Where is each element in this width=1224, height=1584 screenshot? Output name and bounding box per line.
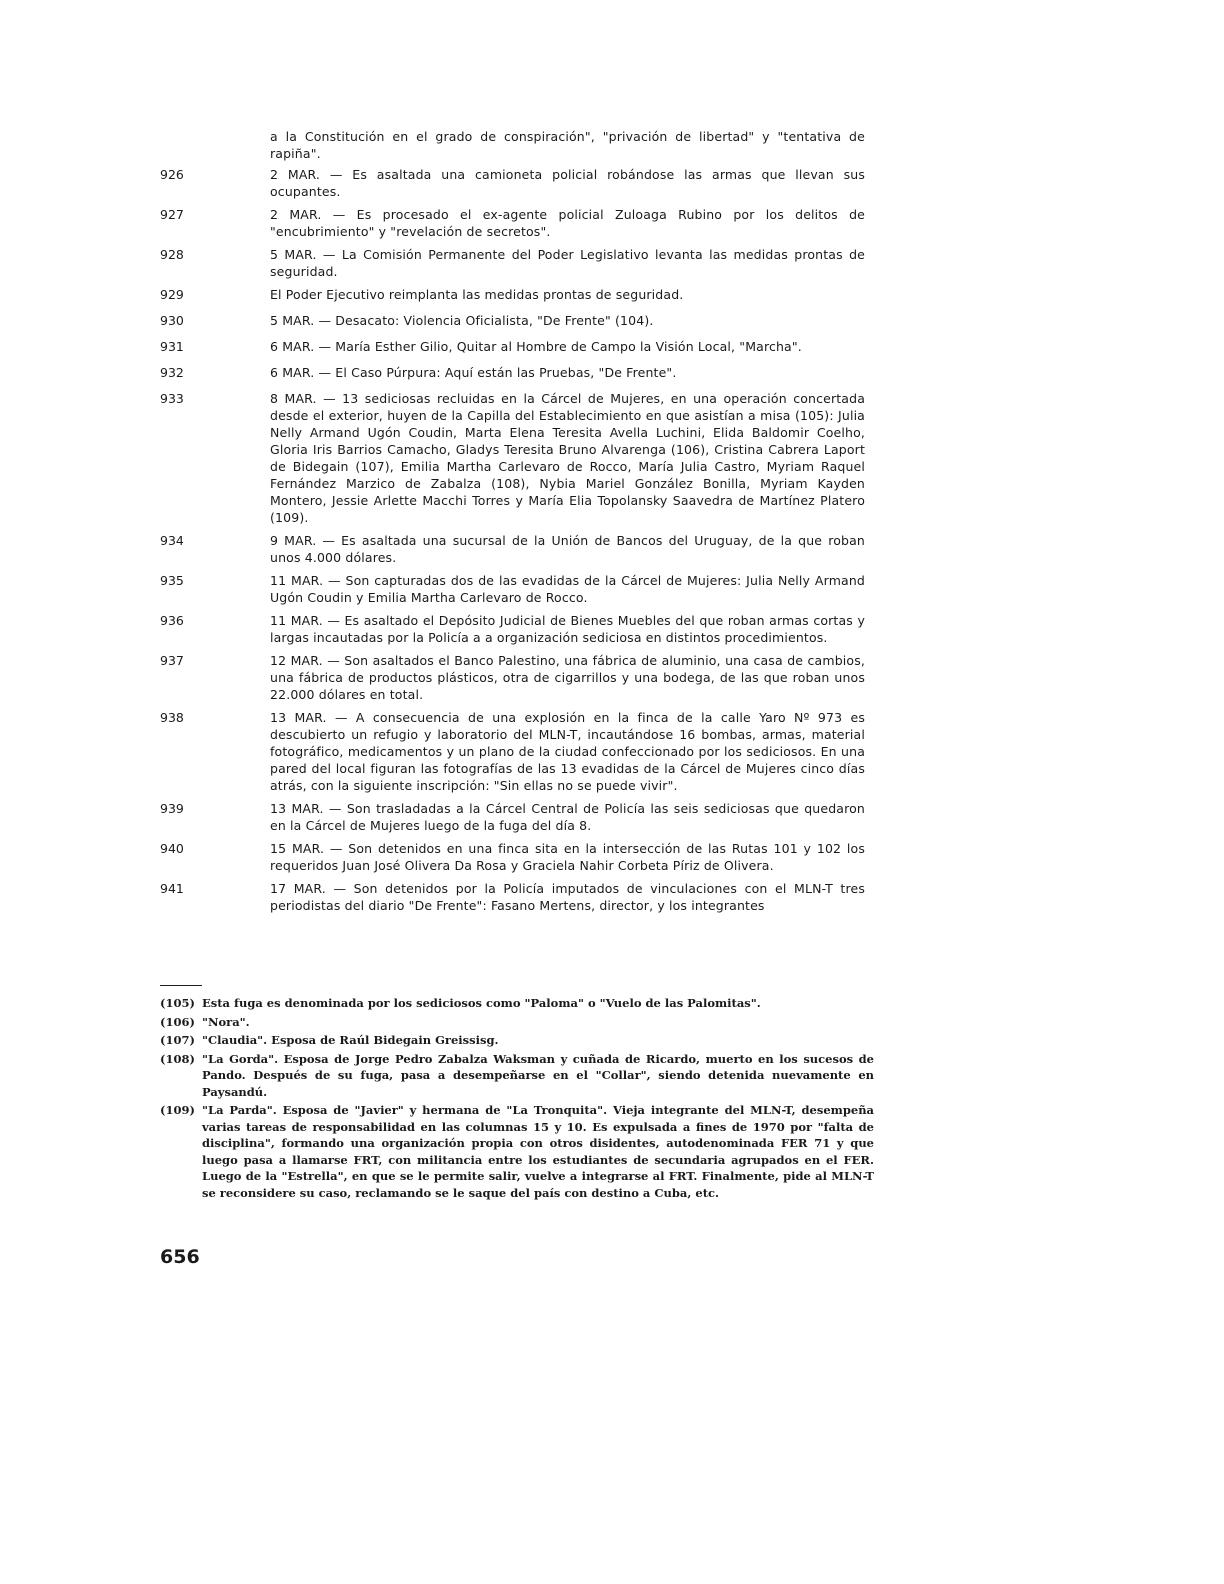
entry-number: 927 [160,207,184,222]
chronology-entry [0,652,1224,703]
chronology-entry [0,286,1224,306]
entry-number: 936 [160,613,184,628]
chronology-entry [0,880,1224,914]
entry-text: 5 MAR. — Desacato: Violencia Oficialista, "De Frente" (104). [270,313,654,328]
entry-text: 15 MAR. — Son detenidos en una finca sita en la intersección de las Rutas 101 y 102 los requeridos Juan José Olivera Da Rosa y Graciela Nahir Corbeta Píriz de Olivera. [270,841,865,873]
entry-text: 9 MAR. — Es asaltada una sucursal de la Unión de Bancos del Uruguay, de la que roban unos 4.000 dólares. [270,533,865,565]
footnote-text: "Nora". [202,1014,250,1029]
entry-number: 933 [160,391,184,406]
footnote [160,1032,874,1049]
entry-text: 12 MAR. — Son asaltados el Banco Palestino, una fábrica de aluminio, una casa de cambios, una fábrica de productos plásticos, otra de cigarrillos y una bodega, de las que roban unos 22.000 dólares en total. [270,653,865,702]
entry-text: 5 MAR. — La Comisión Permanente del Poder Legislativo levanta las medidas prontas de seguridad. [270,247,865,279]
chronology-entry [0,338,1224,358]
entry-number: 941 [160,881,184,896]
footnote-number: (108) [160,1051,195,1066]
entry-text: 13 MAR. — A consecuencia de una explosión en la finca de la calle Yaro Nº 973 es descubierto un refugio y laboratorio del MLN-T, incautándose 16 bombas, armas, material fotográfico, medicamentos y un plano de la ciudad confeccionado por los sediciosos. En una pared del local figuran las fotografías de las 13 evadidas de la Cárcel de Mujeres cinco días atrás, con la siguiente inscripción: "Sin ellas no se puede vivir". [270,710,865,793]
entry-text: a la Constitución en el grado de conspiración", "privación de libertad" y "tentativa de rapiña". [270,129,865,161]
entry-text: 17 MAR. — Son detenidos por la Policía imputados de vinculaciones con el MLN-T tres periodistas del diario "De Frente": Fasano Mertens, director, y los integrantes [270,881,865,913]
chronology-entry [0,612,1224,646]
entry-number: 934 [160,533,184,548]
chronology-entry [0,246,1224,280]
entry-number: 926 [160,167,184,182]
chronology-entry [0,800,1224,834]
entry-text: 11 MAR. — Es asaltado el Depósito Judicial de Bienes Muebles del que roban armas cortas y largas incautadas por la Policía a a organización sediciosa en distintos procedimientos. [270,613,865,645]
entry-number: 937 [160,653,184,668]
footnotes [160,995,874,1203]
chronology-entry [0,166,1224,200]
entry-text: 13 MAR. — Son trasladadas a la Cárcel Central de Policía las seis sediciosas que quedaron en la Cárcel de Mujeres luego de la fuga del día 8. [270,801,865,833]
chronology-entry [0,364,1224,384]
footnote-number: (107) [160,1033,195,1047]
chronology-entries [0,128,1224,914]
entry-number: 939 [160,801,184,816]
entry-text: 11 MAR. — Son capturadas dos de las evadidas de la Cárcel de Mujeres: Julia Nelly Armand Ugón Coudin y Emilia Martha Carlevaro de Rocco. [270,573,865,605]
entry-number: 938 [160,710,184,725]
entry-text: 2 MAR. — Es procesado el ex-agente policial Zuloaga Rubino por los delitos de "encubrimiento" y "revelación de secretos". [270,207,865,239]
footnote-number: (109) [160,1103,195,1117]
entry-number: 928 [160,247,184,262]
entry-number: 935 [160,573,184,588]
chronology-entry [0,128,1224,162]
footnote-text: "Claudia". Esposa de Raúl Bidegain Greissisg. [202,1033,499,1047]
entry-number: 940 [160,841,184,856]
chronology-entry [0,312,1224,332]
footnote [160,1014,874,1031]
chronology-entry [0,572,1224,606]
footnote-text: "La Gorda". Esposa de Jorge Pedro Zabalza Waksman y cuñada de Ricardo, muerto en los sucesos de Pando. Después de su fuga, pasa a desempeñarse en el "Collar", siendo detenida nuevamente en Paysandú. [202,1051,874,1099]
chronology-entry [0,532,1224,566]
footnote-number: (106) [160,1014,195,1029]
footnote [160,1102,874,1201]
footnote-number: (105) [160,996,195,1010]
entry-number: 929 [160,287,184,302]
entry-text: 2 MAR. — Es asaltada una camioneta policial robándose las armas que llevan sus ocupantes. [270,167,865,199]
footnote-text: "La Parda". Esposa de "Javier" y hermana de "La Tronquita". Vieja integrante del MLN-T, desempeña varias tareas de responsabilidad en las columnas 15 y 10. Es expulsada a fines de 1970 por "falta de disciplina", formando una organización propia con otros disidentes, autodenominada FER 71 y que luego pasa a llamarse FRT, con militancia entre los estudiantes de secundaria agrupados en el FER. Luego de la "Estrella", en que se le permite salir, vuelve a integrarse al FRT. Finalmente, pide al MLN-T se reconsidere su caso, reclamando se le saque del país con destino a Cuba, etc. [202,1103,874,1200]
chronology-entry [0,840,1224,874]
footnote-text: Esta fuga es denominada por los sediciosos como "Paloma" o "Vuelo de las Palomitas". [202,996,761,1010]
page-number: 656 [160,1246,200,1268]
chronology-entry [0,709,1224,794]
entry-number: 930 [160,313,184,328]
entry-number: 931 [160,339,184,354]
footnote [160,995,874,1012]
entry-number: 932 [160,365,184,380]
entry-text: 6 MAR. — El Caso Púrpura: Aquí están las Pruebas, "De Frente". [270,365,677,380]
chronology-entry [0,206,1224,240]
entry-text: El Poder Ejecutivo reimplanta las medidas prontas de seguridad. [270,287,684,302]
entry-text: 6 MAR. — María Esther Gilio, Quitar al Hombre de Campo la Visión Local, "Marcha". [270,339,802,354]
footnote-divider [160,985,202,986]
footnote [160,1051,874,1101]
entry-text: 8 MAR. — 13 sediciosas recluidas en la Cárcel de Mujeres, en una operación concertada desde el exterior, huyen de la Capilla del Establecimiento en que asistían a misa (105): Julia Nelly Armand Ugón Coudin, Marta Elena Teresita Avella Luchini, Elida Baldomir Coelho, Gloria Iris Barrios Camacho, Gladys Teresita Bruno Alvarenga (106), Cristina Cabrera Laport de Bidegain (107), Emilia Martha Carlevaro de Rocco, María Julia Castro, Myriam Raquel Fernández Marzico de Zabalza (108), Nybia Mariel González Bonilla, Myriam Kayden Montero, Jessie Arlette Macchi Torres y María Elia Topolansky Saavedra de Martínez Platero (109). [270,391,865,525]
chronology-entry [0,390,1224,526]
